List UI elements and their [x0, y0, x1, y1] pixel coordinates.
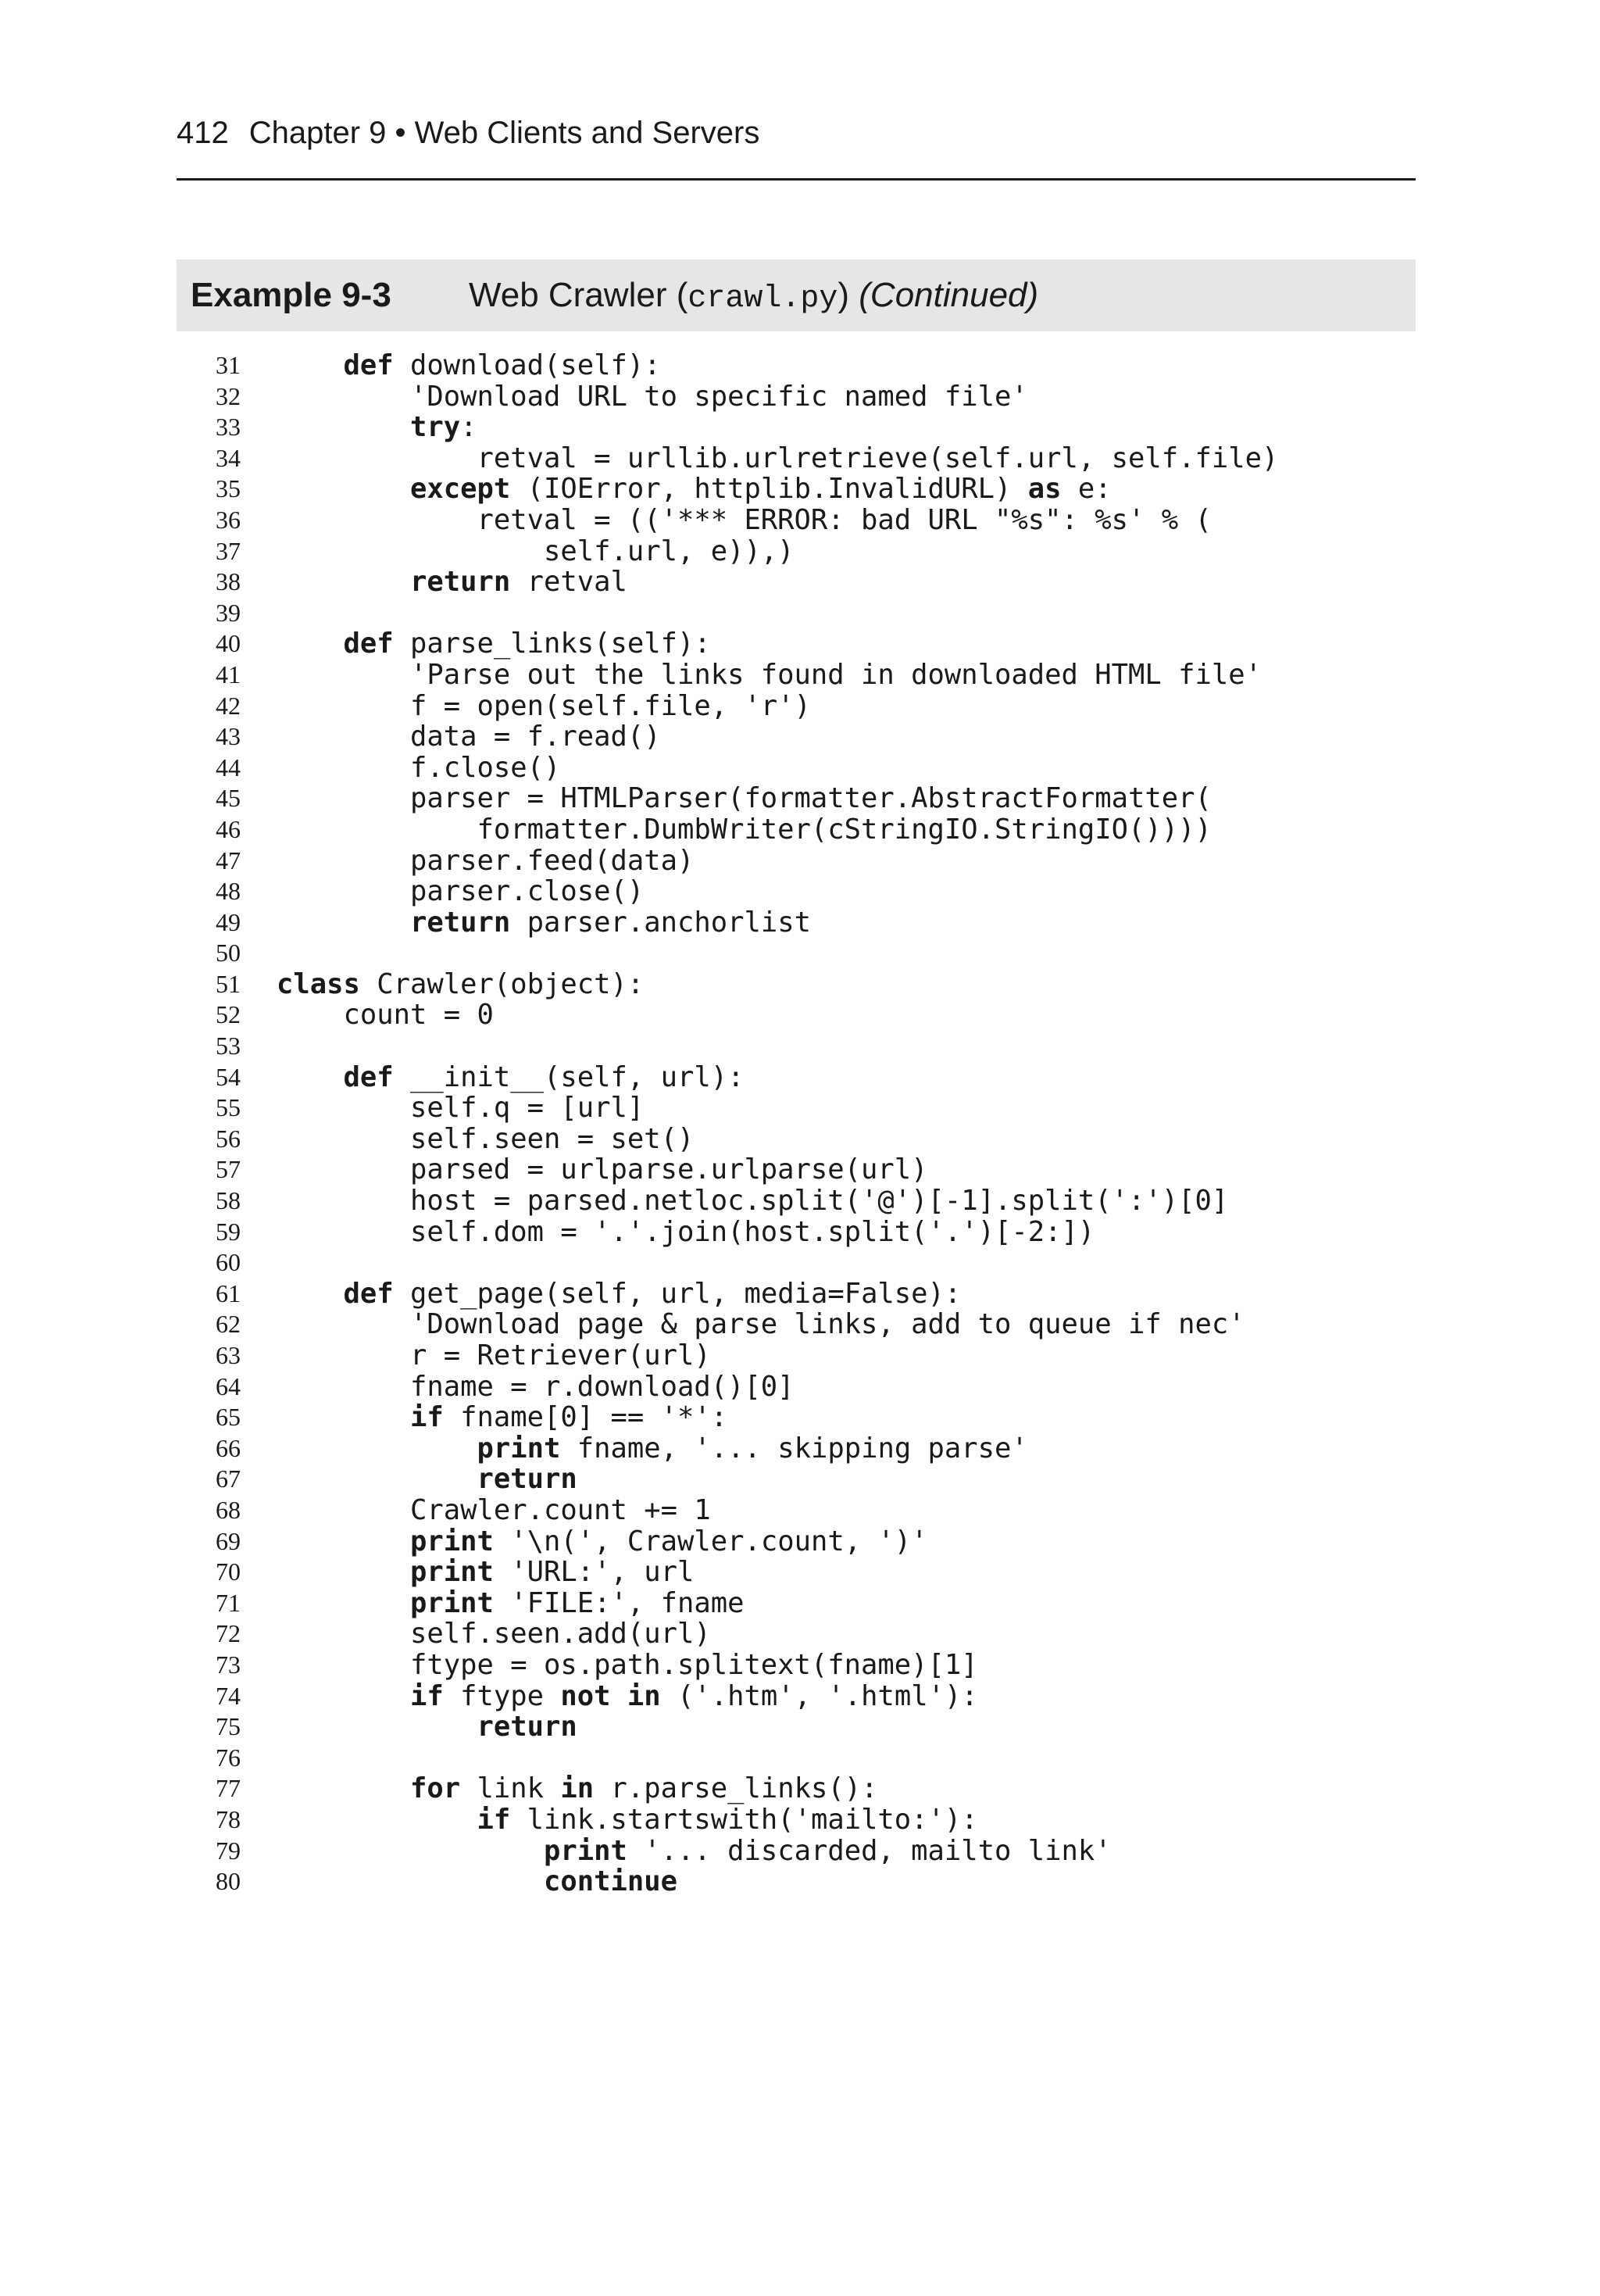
code-listing: [177, 350, 1416, 1897]
line-number: 36: [216, 505, 241, 534]
line-number: 41: [216, 660, 241, 688]
example-label: Example 9-3: [191, 276, 391, 314]
code-line: [177, 969, 1416, 1000]
code-line: [177, 1557, 1416, 1588]
code-text: r = Retriever(url): [277, 1339, 711, 1372]
line-number: 49: [216, 907, 241, 936]
line-number: 73: [216, 1650, 241, 1679]
line-number: 43: [216, 722, 241, 751]
line-number: 62: [216, 1310, 241, 1339]
code-line: [177, 474, 1416, 505]
code-text: fname = r.download()[0]: [277, 1370, 795, 1403]
line-number: 76: [216, 1743, 241, 1772]
line-number: 50: [216, 939, 241, 967]
code-text: try:: [409, 411, 477, 444]
code-line: [177, 1650, 1416, 1681]
code-text: retval = (('*** ERROR: bad URL "%s": %s' % (: [277, 503, 1212, 536]
code-line: [177, 1124, 1416, 1155]
code-line: [177, 907, 1416, 939]
line-number: 37: [216, 536, 241, 565]
line-number: 45: [216, 784, 241, 813]
line-number: 51: [216, 969, 241, 998]
example-title: [469, 277, 1038, 317]
line-number: 48: [216, 877, 241, 906]
code-text: if fname[0] == '*':: [409, 1401, 728, 1434]
code-line: [177, 1340, 1416, 1372]
code-text: self.dom = '.'.join(host.split('.')[-2:]): [277, 1215, 1095, 1248]
code-text: parser.close(): [277, 875, 645, 908]
code-line: [177, 1000, 1416, 1031]
code-line: [177, 598, 1416, 629]
line-number: 47: [216, 846, 241, 874]
code-line: [177, 1773, 1416, 1804]
code-line: [177, 443, 1416, 474]
code-line: [177, 1681, 1416, 1712]
code-text: 'Download page & parse links, add to queue if nec': [277, 1308, 1245, 1341]
header-rule: [177, 178, 1416, 181]
code-line: [177, 1495, 1416, 1526]
code-line: [177, 846, 1416, 877]
code-line: [177, 1618, 1416, 1650]
code-line: [177, 1464, 1416, 1495]
line-number: 54: [216, 1062, 241, 1091]
code-text: continue: [543, 1865, 677, 1898]
code-line: [177, 1279, 1416, 1310]
code-text: return: [477, 1463, 577, 1496]
line-number: 55: [216, 1093, 241, 1122]
code-text: 'Download URL to specific named file': [277, 380, 1028, 413]
code-text: 'Parse out the links found in downloaded HTML file': [277, 658, 1262, 691]
line-number: 44: [216, 753, 241, 781]
line-number: 38: [216, 567, 241, 596]
line-number: 78: [216, 1804, 241, 1833]
code-line: [177, 1186, 1416, 1217]
example-title-close: ): [838, 276, 850, 314]
code-text: if link.startswith('mailto:'):: [477, 1803, 978, 1836]
code-line: [177, 1433, 1416, 1465]
code-line: [177, 876, 1416, 907]
line-number: 63: [216, 1341, 241, 1369]
code-line: [177, 1866, 1416, 1897]
line-number: 79: [216, 1836, 241, 1865]
code-text: print 'FILE:', fname: [409, 1586, 745, 1619]
line-number: 32: [216, 381, 241, 410]
line-number: 71: [216, 1588, 241, 1617]
code-line: [177, 1743, 1416, 1774]
code-line: [177, 1402, 1416, 1433]
line-number: 60: [216, 1248, 241, 1277]
code-line: [177, 1588, 1416, 1619]
code-line: [177, 1217, 1416, 1248]
line-number: 52: [216, 1000, 241, 1029]
code-line: [177, 691, 1416, 722]
code-line: [177, 628, 1416, 660]
code-text: self.seen = set(): [277, 1122, 695, 1155]
code-text: parser.feed(data): [277, 844, 695, 877]
code-text: class Crawler(object):: [277, 967, 645, 1000]
code-text: retval = urllib.urlretrieve(self.url, self.file): [277, 442, 1279, 474]
line-number: 42: [216, 691, 241, 720]
example-banner: [177, 259, 1416, 331]
code-text: ftype = os.path.splitext(fname)[1]: [277, 1648, 978, 1681]
code-line: [177, 536, 1416, 567]
example-filename: crawl.py: [688, 281, 838, 317]
running-title: Chapter 9 • Web Clients and Servers: [248, 116, 760, 150]
code-text: count = 0: [277, 999, 494, 1032]
code-text: print '... discarded, mailto link': [543, 1834, 1112, 1867]
code-line: [177, 567, 1416, 598]
code-text: f = open(self.file, 'r'): [277, 689, 811, 722]
line-number: 53: [216, 1032, 241, 1060]
code-line: [177, 1526, 1416, 1557]
code-line: [177, 1031, 1416, 1062]
line-number: 75: [216, 1712, 241, 1741]
code-line: [177, 814, 1416, 846]
code-text: print 'URL:', url: [409, 1556, 695, 1589]
code-text: for link in r.parse_links():: [409, 1772, 878, 1805]
line-number: 59: [216, 1217, 241, 1246]
code-line: [177, 1804, 1416, 1836]
line-number: 33: [216, 413, 241, 442]
code-text: self.url, e)),): [277, 535, 795, 567]
code-text: self.q = [url]: [277, 1092, 645, 1125]
code-text: host = parsed.netloc.split('@')[-1].split(':')[0]: [277, 1185, 1229, 1218]
line-number: 72: [216, 1619, 241, 1648]
code-line: [177, 1062, 1416, 1093]
line-number: 77: [216, 1774, 241, 1803]
line-number: 61: [216, 1279, 241, 1307]
code-line: [177, 1372, 1416, 1403]
line-number: 56: [216, 1124, 241, 1153]
line-number: 46: [216, 814, 241, 843]
line-number: 70: [216, 1557, 241, 1586]
line-number: 39: [216, 598, 241, 627]
line-number: 68: [216, 1495, 241, 1524]
code-line: [177, 1836, 1416, 1867]
code-text: Crawler.count += 1: [277, 1493, 711, 1526]
line-number: 40: [216, 629, 241, 658]
code-text: def get_page(self, url, media=False):: [343, 1277, 962, 1310]
line-number: 80: [216, 1867, 241, 1896]
line-number: 31: [216, 351, 241, 379]
line-number: 35: [216, 474, 241, 503]
line-number: 74: [216, 1681, 241, 1710]
code-line: [177, 721, 1416, 753]
code-line: [177, 753, 1416, 784]
code-line: [177, 1309, 1416, 1340]
code-text: f.close(): [277, 751, 561, 784]
line-number: 58: [216, 1186, 241, 1215]
code-line: [177, 381, 1416, 413]
code-line: [177, 1247, 1416, 1279]
code-text: return: [477, 1711, 577, 1743]
example-title-text: Web Crawler (: [469, 276, 688, 314]
line-number: 34: [216, 443, 241, 472]
code-text: return retval: [409, 566, 627, 599]
code-line: [177, 1093, 1416, 1124]
code-line: [177, 938, 1416, 969]
line-number: 57: [216, 1155, 241, 1184]
line-number: 69: [216, 1526, 241, 1555]
code-line: [177, 1711, 1416, 1743]
example-continued: (Continued): [849, 276, 1039, 314]
line-number: 65: [216, 1403, 241, 1432]
code-line: [177, 412, 1416, 443]
code-text: parsed = urlparse.urlparse(url): [277, 1153, 928, 1186]
code-text: def download(self):: [343, 349, 661, 381]
code-line: [177, 1154, 1416, 1186]
code-text: if ftype not in ('.htm', '.html'):: [409, 1679, 978, 1712]
code-text: print '\n(', Crawler.count, ')': [409, 1525, 928, 1557]
code-text: data = f.read(): [277, 721, 661, 753]
code-text: parser = HTMLParser(formatter.AbstractFormatter(: [277, 782, 1212, 815]
code-text: except (IOError, httplib.InvalidURL) as e:: [409, 473, 1112, 506]
code-line: [177, 783, 1416, 814]
code-text: self.seen.add(url): [277, 1618, 711, 1650]
running-head: [177, 117, 759, 148]
page-number: 412: [177, 116, 229, 150]
code-line: [177, 505, 1416, 536]
code-line: [177, 350, 1416, 381]
line-number: 66: [216, 1433, 241, 1462]
line-number: 67: [216, 1465, 241, 1493]
code-text: def __init__(self, url):: [343, 1060, 745, 1093]
code-text: def parse_links(self):: [343, 628, 711, 660]
line-number: 64: [216, 1372, 241, 1400]
code-text: return parser.anchorlist: [409, 906, 811, 939]
code-text: print fname, '... skipping parse': [477, 1432, 1028, 1465]
code-text: formatter.DumbWriter(cStringIO.StringIO()))): [277, 813, 1212, 846]
code-line: [177, 660, 1416, 691]
